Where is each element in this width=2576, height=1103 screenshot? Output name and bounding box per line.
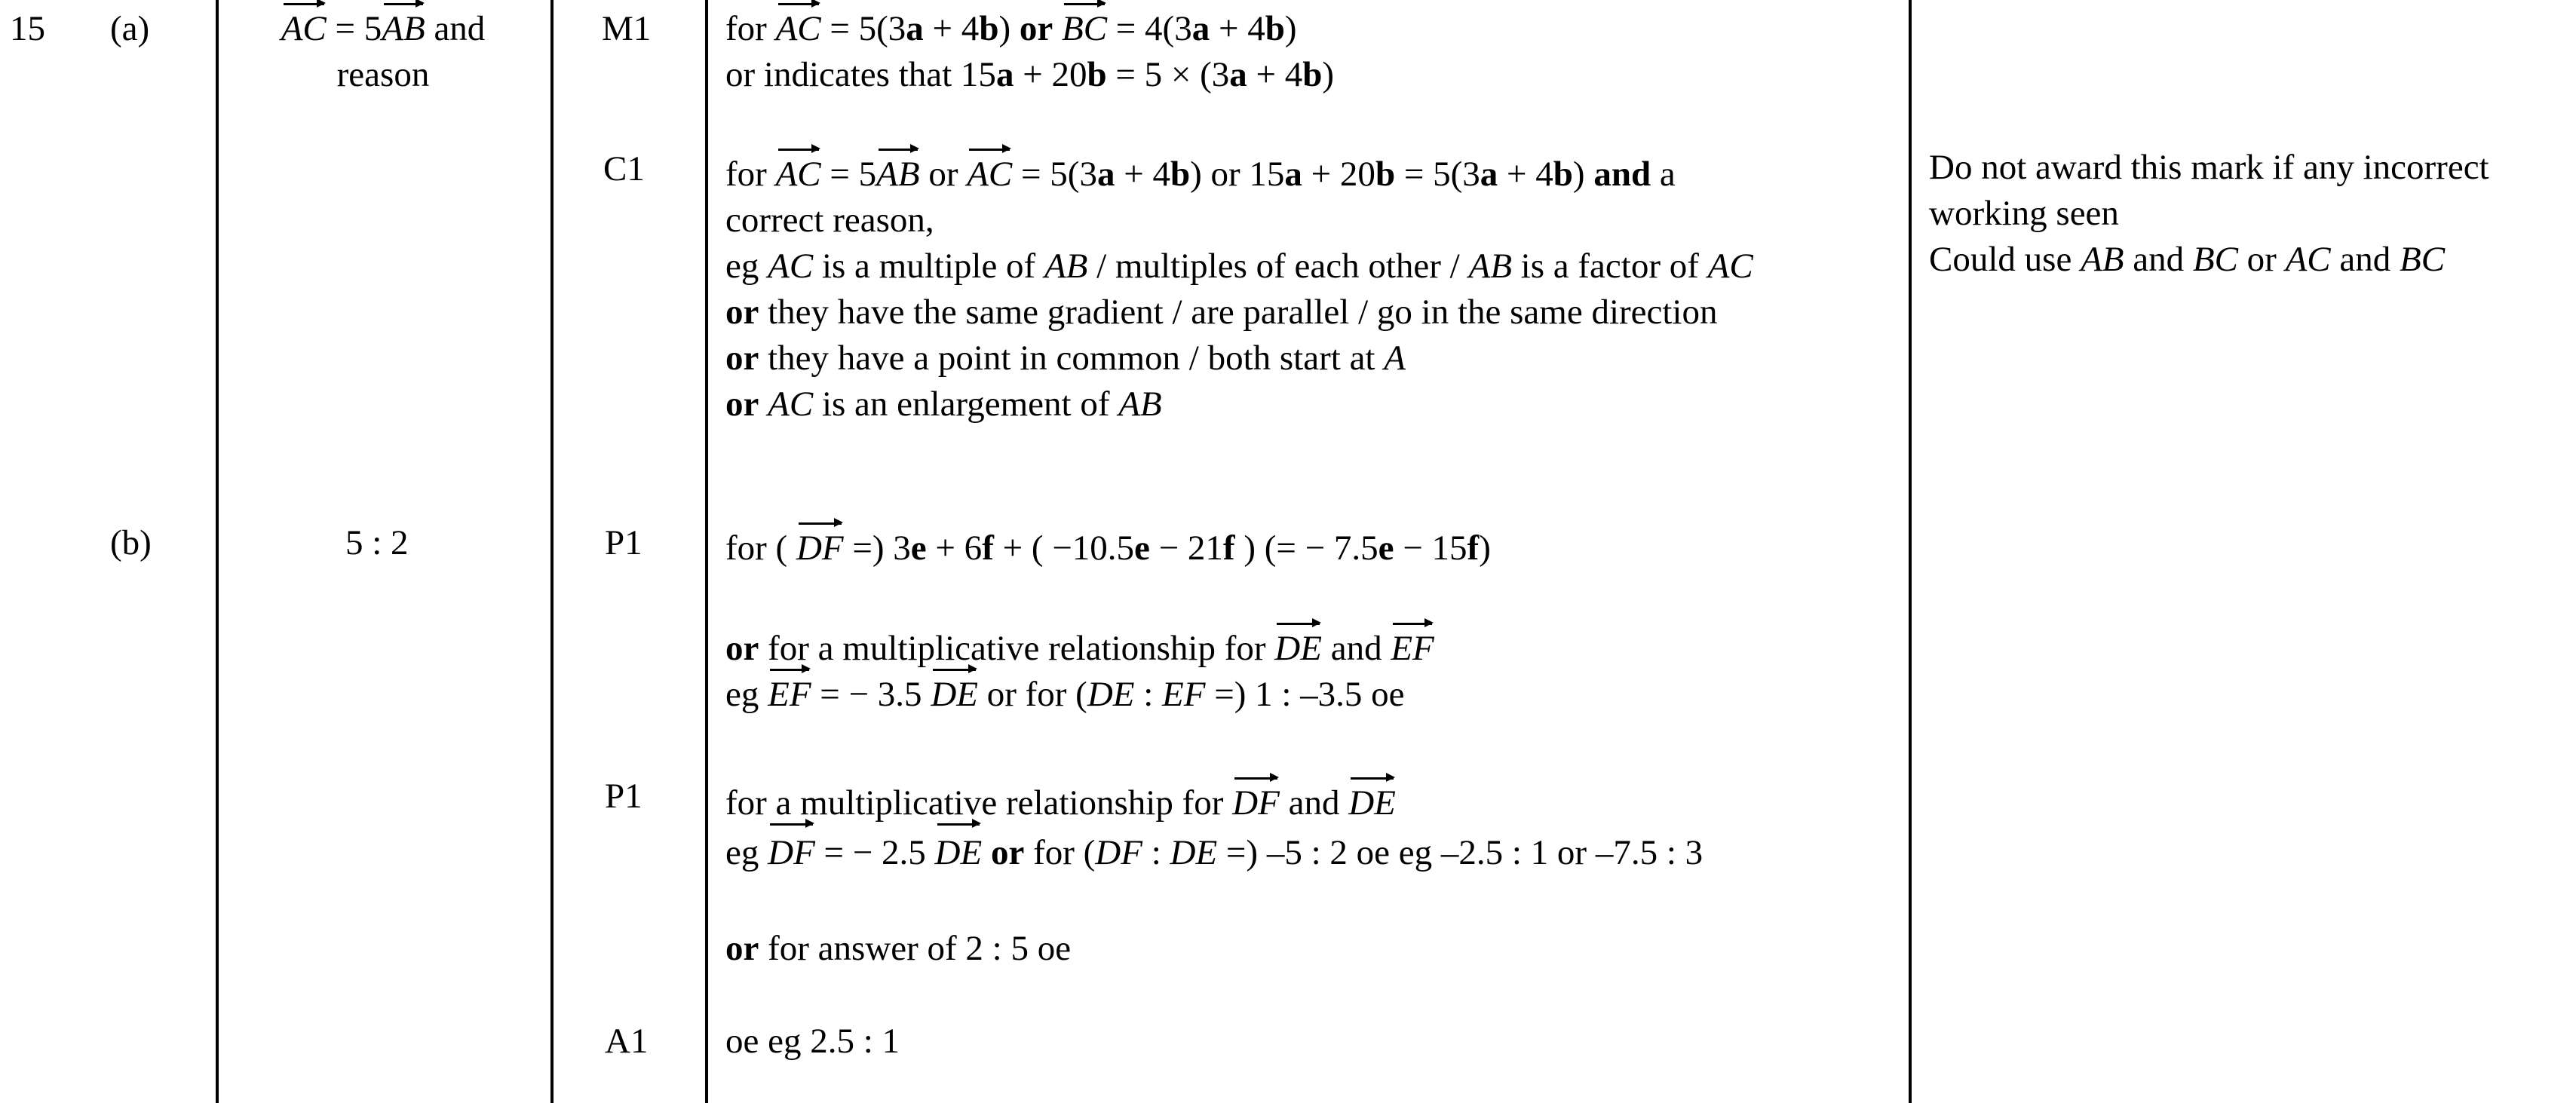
text-line — [725, 672, 1434, 718]
text-fragment — [759, 385, 768, 424]
p1-first-alternative — [725, 626, 1434, 718]
italic-term: AB — [1468, 247, 1512, 286]
italic-term: EF — [1162, 675, 1206, 714]
text-fragment: eg — [725, 675, 768, 714]
italic-term: AB — [1118, 385, 1162, 424]
vector-symbol: AC — [967, 152, 1012, 198]
bold-term: b — [1087, 55, 1107, 94]
answer-a-reason: reason — [336, 55, 430, 94]
vector-symbol: DF — [1232, 780, 1280, 826]
italic-term: AB — [1044, 247, 1088, 286]
bold-term: and — [1593, 155, 1651, 194]
text-fragment: a — [1651, 155, 1676, 194]
vector-symbol: AB — [876, 152, 919, 198]
text-fragment: = 4(3 — [1107, 9, 1192, 48]
bold-term: a — [995, 55, 1014, 94]
vector-ab: AB — [382, 6, 425, 52]
bold-term: b — [979, 9, 999, 48]
bold-term: b — [1170, 155, 1191, 194]
vector-symbol: EF — [768, 672, 811, 718]
text-fragment: for — [725, 155, 776, 194]
bold-term: or — [725, 339, 759, 378]
question-number: 15 — [10, 9, 45, 48]
text-fragment: = − 3.5 — [811, 675, 931, 714]
text-fragment: / multiples of each other / — [1087, 247, 1469, 286]
text-fragment: for ( — [1024, 833, 1096, 872]
text-fragment: ) — [998, 9, 1020, 48]
mark-p1-first: P1 — [605, 523, 642, 562]
text-fragment: eg — [725, 833, 768, 872]
text-fragment: and — [1321, 629, 1391, 668]
bold-term: a — [1191, 9, 1210, 48]
text-fragment: =) –5 : 2 oe eg –2.5 : 1 or –7.5 : 3 — [1217, 833, 1704, 872]
text-fragment: or — [919, 155, 968, 194]
text-fragment: and — [2330, 240, 2400, 279]
text-fragment: is a multiple of — [813, 247, 1044, 286]
column-divider-2 — [550, 0, 554, 1103]
text-fragment: they have a point in common / both start at — [759, 339, 1385, 378]
column-divider-3 — [705, 0, 708, 1103]
italic-term: AC — [2285, 240, 2331, 279]
m1-criteria — [725, 6, 1334, 98]
text-fragment: for a multiplicative relationship for — [725, 783, 1233, 823]
text-fragment: ) — [1322, 55, 1335, 94]
column-divider-1 — [216, 0, 219, 1103]
text-fragment: eg — [725, 247, 768, 286]
vector-symbol: DF — [796, 525, 844, 571]
text-fragment: = 5(3 — [1395, 155, 1480, 194]
text-fragment: − 21 — [1149, 529, 1223, 568]
italic-term: AC — [768, 385, 814, 424]
italic-term: AB — [2081, 240, 2124, 279]
text-line — [725, 335, 1753, 381]
bold-term: or — [1019, 9, 1053, 48]
text-line: Do not award this mark if any incorrect — [1929, 148, 2489, 187]
vector-symbol: DE — [931, 672, 978, 718]
bold-term: a — [1096, 155, 1115, 194]
bold-term: b — [1265, 9, 1285, 48]
text-fragment: + 20 — [1302, 155, 1375, 194]
text-fragment: + 6 — [926, 529, 983, 568]
text-fragment: ) — [1572, 155, 1594, 194]
text-fragment: = 5 — [326, 9, 382, 48]
text-fragment: for — [725, 9, 776, 48]
bold-term: e — [1134, 529, 1150, 568]
bold-term: b — [1375, 155, 1396, 194]
vector-symbol: AC — [776, 152, 821, 198]
answer-b: 5 : 2 — [345, 523, 409, 562]
vector-symbol: BC — [1062, 6, 1107, 52]
text-fragment: and — [2124, 240, 2193, 279]
vector-symbol: EF — [1391, 626, 1434, 672]
bold-term: e — [1378, 529, 1394, 568]
text-line — [725, 780, 1703, 826]
text-fragment: = 5 — [820, 155, 877, 194]
mark-a1: A1 — [605, 1022, 649, 1061]
text-fragment: + ( −10.5 — [993, 529, 1135, 568]
text-fragment: is an enlargement of — [813, 385, 1119, 424]
bold-term: f — [982, 529, 994, 568]
text-line — [266, 6, 500, 52]
bold-term: b — [1553, 155, 1573, 194]
column-divider-4 — [1909, 0, 1912, 1103]
p1-second-alternative — [725, 926, 1071, 972]
mark-c1: C1 — [603, 149, 645, 188]
text-fragment: is a factor of — [1511, 247, 1708, 286]
text-line — [725, 52, 1334, 98]
text-line: correct reason, — [725, 201, 934, 240]
text-fragment: + 4 — [1115, 155, 1170, 194]
text-fragment: and — [1279, 783, 1349, 823]
text-fragment: : — [1134, 675, 1163, 714]
italic-term: A — [1384, 339, 1406, 378]
text-fragment: + 4 — [1498, 155, 1553, 194]
vector-symbol: DF — [768, 826, 815, 879]
vector-ac: AC — [281, 6, 327, 52]
bold-term: a — [1284, 155, 1302, 194]
text-fragment: ) or 15 — [1190, 155, 1285, 194]
p1-second-criteria — [725, 780, 1703, 879]
bold-term: a — [1229, 55, 1247, 94]
text-fragment: + 4 — [923, 9, 980, 48]
c1-criteria — [725, 152, 1753, 427]
text-line — [1929, 237, 2489, 283]
italic-term: DE — [1087, 675, 1135, 714]
text-fragment: or indicates that 15 — [725, 55, 996, 94]
bold-term: or — [725, 385, 759, 424]
vector-symbol: DE — [1348, 780, 1396, 826]
guidance-notes — [1929, 145, 2489, 283]
bold-term: a — [906, 9, 924, 48]
bold-term: or — [725, 293, 759, 332]
text-fragment: ) (= − 7.5 — [1234, 529, 1378, 568]
bold-term: or — [725, 629, 759, 668]
bold-term: or — [725, 929, 759, 968]
part-a-label: (a) — [110, 9, 150, 48]
text-fragment: for a multiplicative relationship for — [759, 629, 1275, 668]
text-line — [725, 290, 1753, 335]
text-fragment — [1053, 9, 1062, 48]
italic-term: DE — [1170, 833, 1218, 872]
a1-criteria: oe eg 2.5 : 1 — [725, 1022, 900, 1061]
italic-term: AC — [1707, 247, 1753, 286]
text-fragment — [982, 833, 991, 872]
text-fragment: Could use — [1929, 240, 2081, 279]
text-fragment: = 5 × (3 — [1106, 55, 1230, 94]
bold-term: a — [1480, 155, 1498, 194]
text-line — [725, 525, 1491, 571]
italic-term: BC — [2400, 240, 2446, 279]
text-fragment: = − 2.5 — [814, 833, 935, 872]
text-fragment: they have the same gradient / are parallel / go in the same direction — [759, 293, 1718, 332]
text-line — [725, 826, 1703, 879]
text-fragment: = 5(3 — [820, 9, 906, 48]
text-line — [725, 152, 1753, 198]
p1-first-main — [725, 525, 1491, 571]
text-fragment: =) 1 : –3.5 oe — [1205, 675, 1405, 714]
part-b-label: (b) — [110, 523, 152, 562]
text-fragment: or for ( — [977, 675, 1087, 714]
bold-term: b — [1302, 55, 1323, 94]
italic-term: AC — [768, 247, 814, 286]
text-line — [725, 626, 1434, 672]
text-fragment: ) — [1284, 9, 1297, 48]
text-fragment: or — [2237, 240, 2286, 279]
text-fragment: + 20 — [1014, 55, 1087, 94]
text-fragment: for answer of 2 : 5 oe — [759, 929, 1072, 968]
text-line — [725, 6, 1334, 52]
bold-term: f — [1467, 529, 1480, 568]
italic-term: DF — [1095, 833, 1142, 872]
text-fragment: + 4 — [1210, 9, 1265, 48]
text-fragment: : — [1142, 833, 1170, 872]
mark-m1: M1 — [602, 9, 652, 48]
text-line — [725, 244, 1753, 290]
text-line: working seen — [1929, 194, 2119, 233]
text-line — [725, 381, 1753, 427]
text-fragment: + 4 — [1247, 55, 1303, 94]
bold-term: e — [910, 529, 927, 568]
text-fragment: and — [425, 9, 486, 48]
text-fragment: = 5(3 — [1012, 155, 1097, 194]
vector-symbol: DE — [1274, 626, 1322, 672]
bold-term: f — [1222, 529, 1235, 568]
bold-term: or — [990, 833, 1025, 872]
text-fragment: ) — [1479, 529, 1491, 568]
vector-symbol: AC — [776, 6, 821, 52]
vector-symbol: DE — [935, 826, 983, 879]
text-fragment: − 15 — [1394, 529, 1467, 568]
text-fragment: =) 3 — [843, 529, 911, 568]
text-fragment: for ( — [725, 529, 796, 568]
answer-a — [266, 6, 500, 98]
italic-term: BC — [2192, 240, 2238, 279]
mark-p1-second: P1 — [605, 777, 642, 816]
